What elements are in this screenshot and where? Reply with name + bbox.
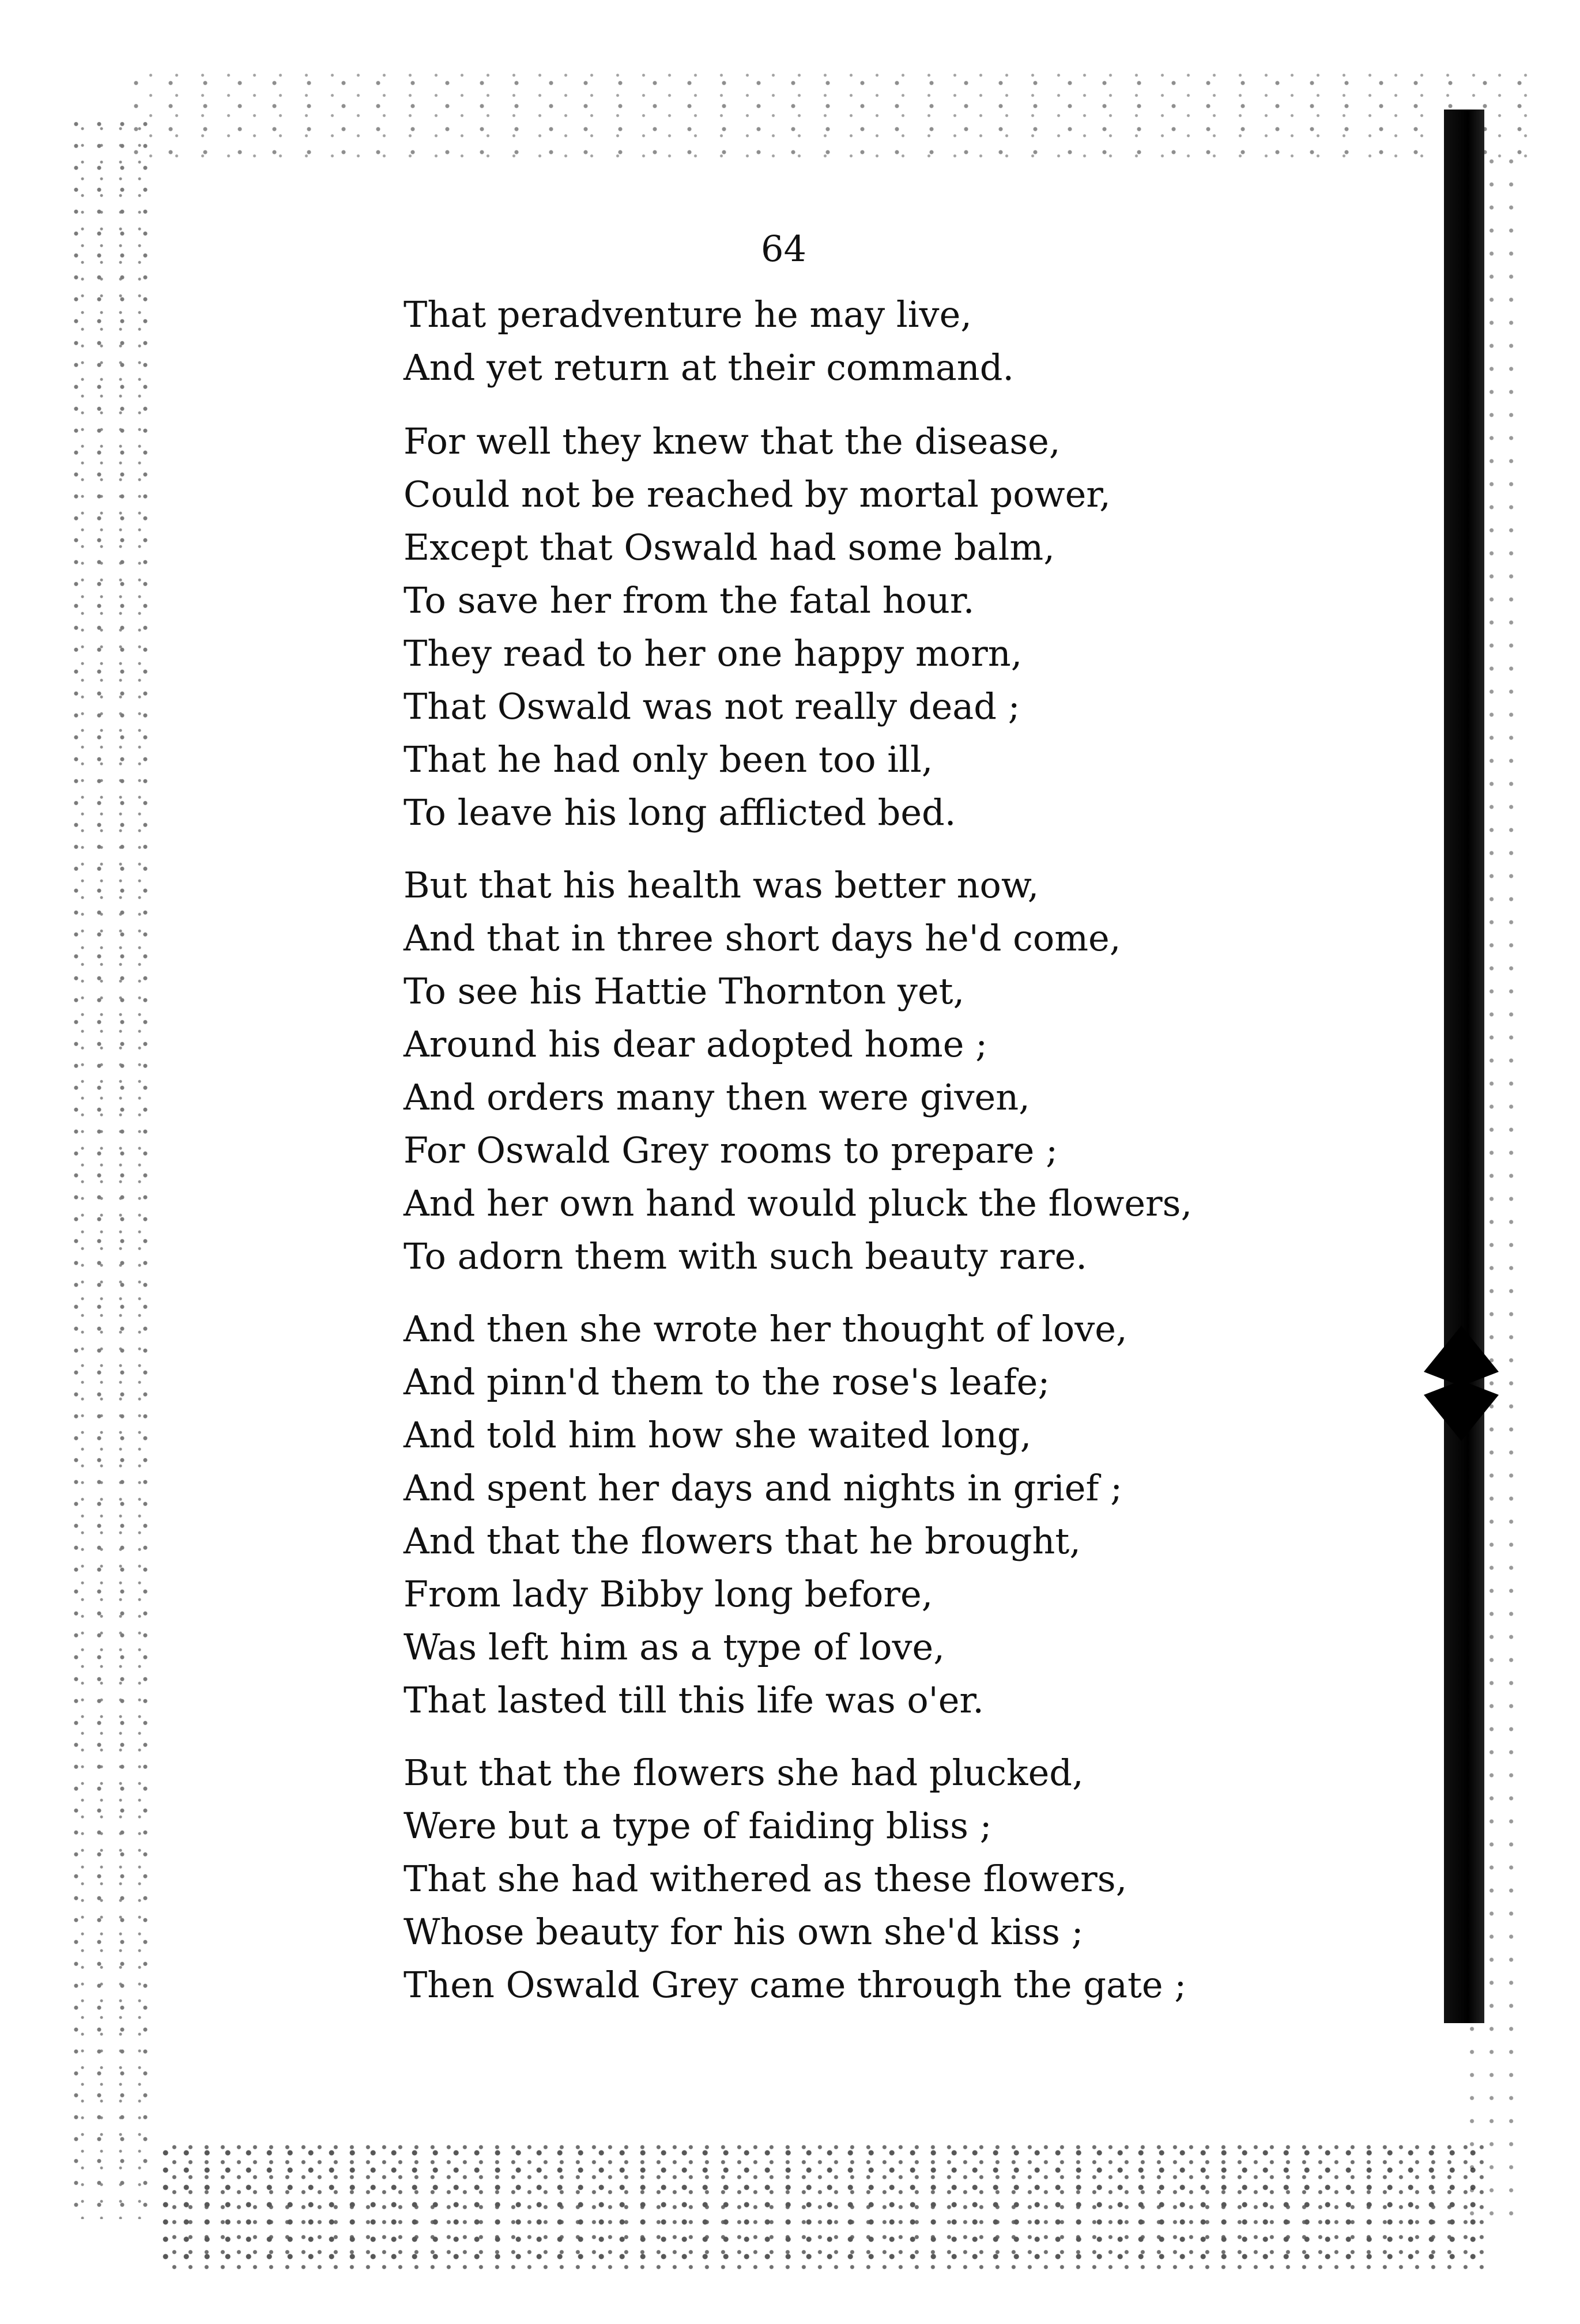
poem-line: From lady Bibby long before,	[404, 1573, 933, 1615]
poem-line: That she had withered as these flowers,	[404, 1858, 1128, 1900]
poem-line: And then she wrote her thought of love,	[404, 1308, 1128, 1350]
poem-line: That he had only been too ill,	[404, 738, 933, 780]
poem-line: For Oswald Grey rooms to prepare ;	[404, 1129, 1058, 1171]
page-number: 64	[761, 228, 806, 270]
poem-line: But that the flowers she had plucked,	[404, 1752, 1084, 1794]
poem-line: To adorn them with such beauty rare.	[404, 1235, 1087, 1277]
poem-line: That Oswald was not really dead ;	[404, 685, 1020, 727]
poem-line: And her own hand would pluck the flowers,	[404, 1182, 1193, 1224]
poem-line: To leave his long afflicted bed.	[404, 791, 956, 833]
poem-line: That peradventure he may live,	[404, 293, 972, 335]
poem-line: They read to her one happy morn,	[404, 632, 1023, 674]
book-spine-shadow	[1444, 110, 1484, 2023]
poem-line: Were but a type of faiding bliss ;	[404, 1805, 992, 1847]
stanza-2	[404, 415, 1412, 839]
poem-line: But that his health was better now,	[404, 864, 1039, 906]
poem-line: Then Oswald Grey came through the gate ;	[404, 1964, 1187, 2006]
stanza-5	[404, 1746, 1412, 2012]
poem-line: That lasted till this life was o'er.	[404, 1679, 984, 1721]
poem-line: And that the flowers that he brought,	[404, 1520, 1081, 1562]
poem-line: And pinn'd them to the rose's leafe;	[404, 1361, 1050, 1403]
poem-line: And orders many then were given,	[404, 1076, 1030, 1118]
poem-line: Could not be reached by mortal power,	[404, 473, 1111, 515]
stanza-1	[404, 288, 1412, 394]
stanza-4	[404, 1303, 1412, 1727]
poem-line: Whose beauty for his own she'd kiss ;	[404, 1911, 1084, 1953]
stanza-3	[404, 859, 1412, 1283]
poem-line: To see his Hattie Thornton yet,	[404, 970, 965, 1012]
scan-edge-bottom	[161, 2144, 1487, 2271]
poem-line: And that in three short days he'd come,	[404, 917, 1121, 959]
scan-edge-top	[133, 69, 1528, 161]
scan-edge-left	[69, 115, 156, 2219]
poem-line: Was left him as a type of love,	[404, 1626, 945, 1668]
poem-line: Around his dear adopted home ;	[404, 1023, 987, 1065]
poem-line: Except that Oswald had some balm,	[404, 526, 1055, 568]
poem-line: For well they knew that the disease,	[404, 420, 1061, 462]
poem-line: And yet return at their command.	[404, 346, 1015, 388]
poem-line: And told him how she waited long,	[404, 1414, 1032, 1456]
poem-line: And spent her days and nights in grief ;	[404, 1467, 1122, 1509]
poem-line: To save her from the fatal hour.	[404, 579, 975, 621]
